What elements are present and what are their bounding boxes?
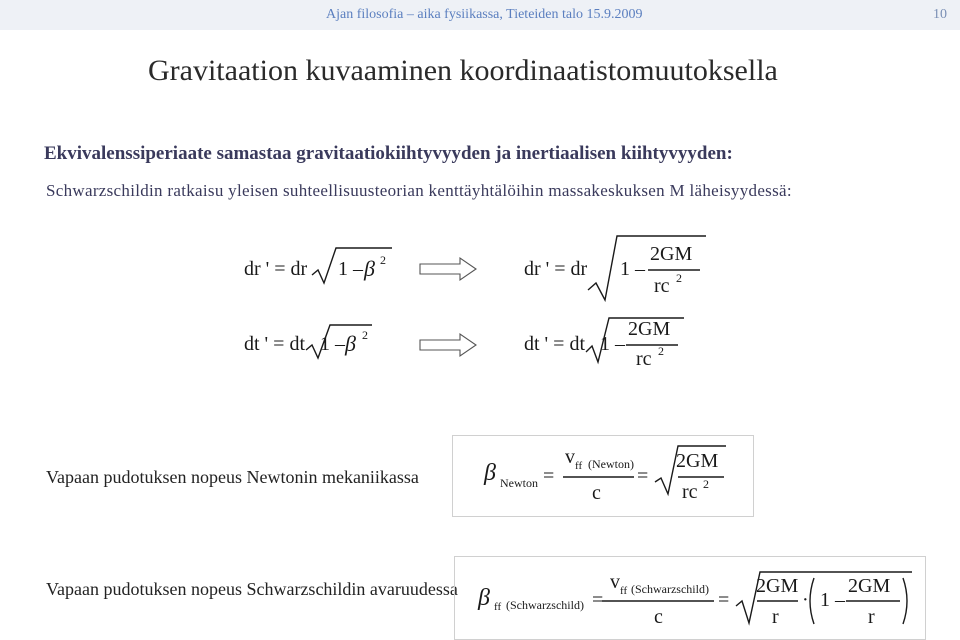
header-text: Ajan filosofia – aika fysiikassa, Tieteiden talo 15.9.2009 [326, 7, 643, 22]
arrow-2 [420, 334, 476, 356]
schwarz-numerator-1: 2GM [756, 575, 799, 597]
f4-numerator: 2GM [628, 318, 671, 340]
schwarz-v-sub: ff [620, 585, 628, 597]
f2-denominator: rc [654, 275, 670, 297]
newton-equals-2: = [637, 465, 649, 487]
newton-denominator: rc [682, 481, 698, 503]
arrow-1 [420, 258, 476, 280]
f3-beta: β [345, 331, 356, 356]
schwarz-beta-paren: (Schwarzschild) [506, 598, 584, 612]
f3-exponent: 2 [362, 328, 368, 342]
newton-numerator: 2GM [676, 450, 719, 472]
newton-label: Vapaan pudotuksen nopeus Newtonin mekaniikassa [46, 467, 419, 487]
f4-one-minus: 1 – [600, 333, 625, 355]
schwarz-v: v [610, 571, 620, 593]
schwarz-one-minus: 1 – [820, 589, 845, 611]
f4-denominator: rc [636, 348, 652, 370]
newton-c: c [592, 482, 601, 504]
slide-heading: Ekvivalenssiperiaate samastaa gravitaatiokiihtyvyyden ja inertiaalisen kiihtyvyyden: [44, 143, 733, 164]
implies-arrows [420, 258, 476, 356]
f1-left: dr ' = dr [244, 258, 308, 280]
f1-exponent: 2 [380, 253, 386, 267]
schwarz-beta: β [478, 585, 490, 611]
slide-title: Gravitaation kuvaaminen koordinaatistomuutoksella [148, 54, 778, 87]
newton-equals-1: = [543, 465, 555, 487]
schwarz-c: c [654, 606, 663, 628]
newton-v-paren: (Newton) [588, 457, 634, 471]
page-number: 10 [933, 7, 947, 22]
intro-text: Schwarzschildin ratkaisu yleisen suhteellisuusteorian kenttäyhtälöihin massakeskuksen M läheisyydessä: [46, 181, 792, 200]
f4-left: dt ' = dt [524, 333, 585, 355]
f2-exponent: 2 [676, 271, 682, 285]
schwarz-equals-2: = [718, 589, 730, 611]
f3-left: dt ' = dt [244, 333, 305, 355]
f2-one-minus: 1 – [620, 258, 645, 280]
f3-one-minus: 1 – [320, 333, 345, 355]
f4-exponent: 2 [658, 344, 664, 358]
schwarz-denominator-2: r [868, 606, 875, 628]
newton-beta: β [484, 460, 496, 486]
schwarz-dot: · [802, 589, 809, 611]
schwarz-beta-sub: ff [494, 601, 502, 613]
f1-one-minus: 1 – [338, 258, 363, 280]
newton-box [452, 435, 754, 517]
newton-v: v [565, 446, 575, 468]
schwarz-numerator-2: 2GM [848, 575, 891, 597]
f2-left: dr ' = dr [524, 258, 588, 280]
f2-numerator: 2GM [650, 243, 693, 265]
schwarz-equals-1: = [592, 589, 604, 611]
newton-exponent: 2 [703, 477, 709, 491]
f1-beta: β [364, 256, 375, 281]
schwarz-label: Vapaan pudotuksen nopeus Schwarzschildin avaruudessa [46, 579, 458, 599]
newton-v-sub: ff [575, 460, 583, 472]
schwarz-denominator-1: r [772, 606, 779, 628]
schwarz-v-paren: (Schwarzschild) [631, 582, 709, 596]
newton-beta-subscript: Newton [500, 476, 538, 490]
